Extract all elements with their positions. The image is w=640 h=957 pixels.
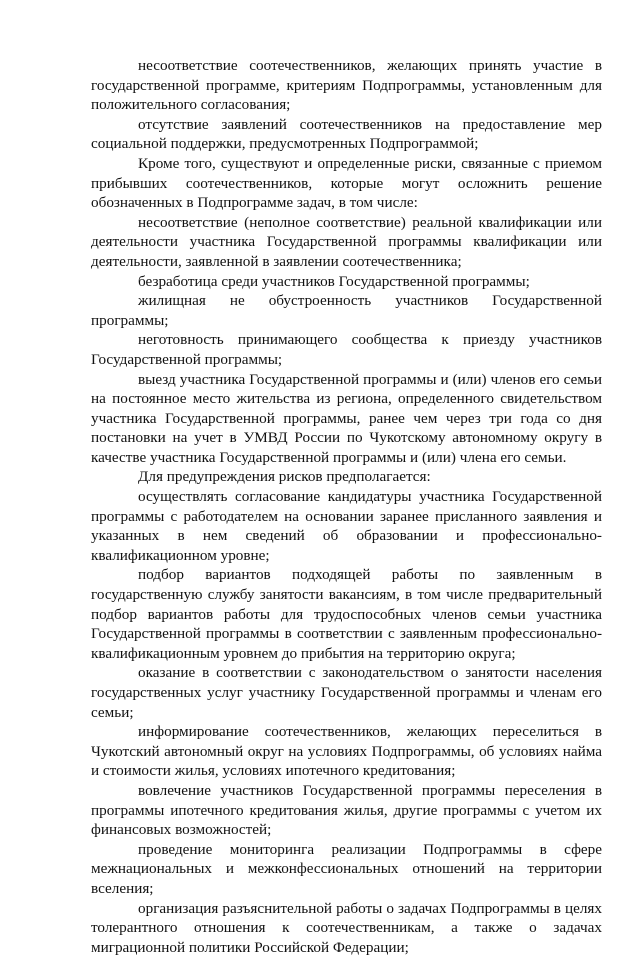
paragraph-unemployment: безработица среди участников Государственной программы; (138, 272, 530, 290)
paragraph-explanatory-work: организация разъяснительной работы о задачах Подпрограммы в целях толерантного отношения к соотечественникам, а также о задачах миграционной политики Российской Федерации; (91, 899, 602, 956)
paragraph-informing: информирование соотечественников, желающих переселиться в Чукотский автономный округ на условиях Подпрограммы, об условиях найма и стоимости жилья, условиях ипотечного кредитования; (91, 723, 602, 780)
paragraph-mismatch-criteria: несоответствие соотечественников, желающих принять участие в государственной программе, критериям Подпрограммы, установленным для положительного согласования; (91, 57, 602, 114)
paragraph-monitoring: проведение мониторинга реализации Подпрограммы в сфере межнациональных и межконфессиональных отношений на территории вселения; (91, 840, 602, 897)
paragraph-job-selection: подбор вариантов подходящей работы по заявленным в государственную службу занятости вакансиям, в том числе предварительный подбор вариантов работы для трудоспособных членов семьи участника Государственной программы в соответствии с заявленным профессионально-квалификационным уровнем до прибытия на территорию округа; (91, 566, 602, 662)
paragraph-housing: жилищная не обустроенность участников Государственной программы; (91, 292, 602, 329)
paragraph-qualification-mismatch: несоответствие (неполное соответствие) реальной квалификации или деятельности участника Государственной программы квалификации или деятельности, заявленной в заявлении соотечественника; (91, 213, 602, 270)
paragraph-reception-risks: Кроме того, существуют и определенные риски, связанные с приемом прибывших соотечественников, которые могут осложнить решение обозначенных в Подпрограмме задач, в том числе: (91, 154, 602, 212)
paragraph-candidate-approval: осуществлять согласование кандидатуры участника Государственной программы с работодателем на основании заранее присланного заявления и указанных в нем сведений об образовании и профессионально-квалификационном уровне; (91, 488, 602, 564)
paragraph-employment-services: оказание в соответствии с законодательством о занятости населения государственных услуг участнику Государственной программы и членам его семьи; (91, 664, 602, 721)
paragraph-community-unreadiness: неготовность принимающего сообщества к приезду участников Государственной программы; (91, 331, 602, 368)
paragraph-departure: выезд участника Государственной программы и (или) членов его семьи на постоянное место жительства из региона, определенного свидетельством участника Государственной программы, ранее чем через три года со дня постановки на учет в УМВД России по Чукотскому автономному округу в качестве участника Государственной программы и (или) члена его семьи. (91, 370, 602, 466)
paragraph-risk-prevention-intro: Для предупреждения рисков предполагается: (138, 468, 431, 486)
paragraph-mortgage: вовлечение участников Государственной программы переселения в программы ипотечного кредитования жилья, другие программы с учетом их финансовых возможностей; (91, 781, 602, 839)
paragraph-no-applications: отсутствие заявлений соотечественников на предоставление мер социальной поддержки, предусмотренных Подпрограммой; (91, 115, 602, 153)
